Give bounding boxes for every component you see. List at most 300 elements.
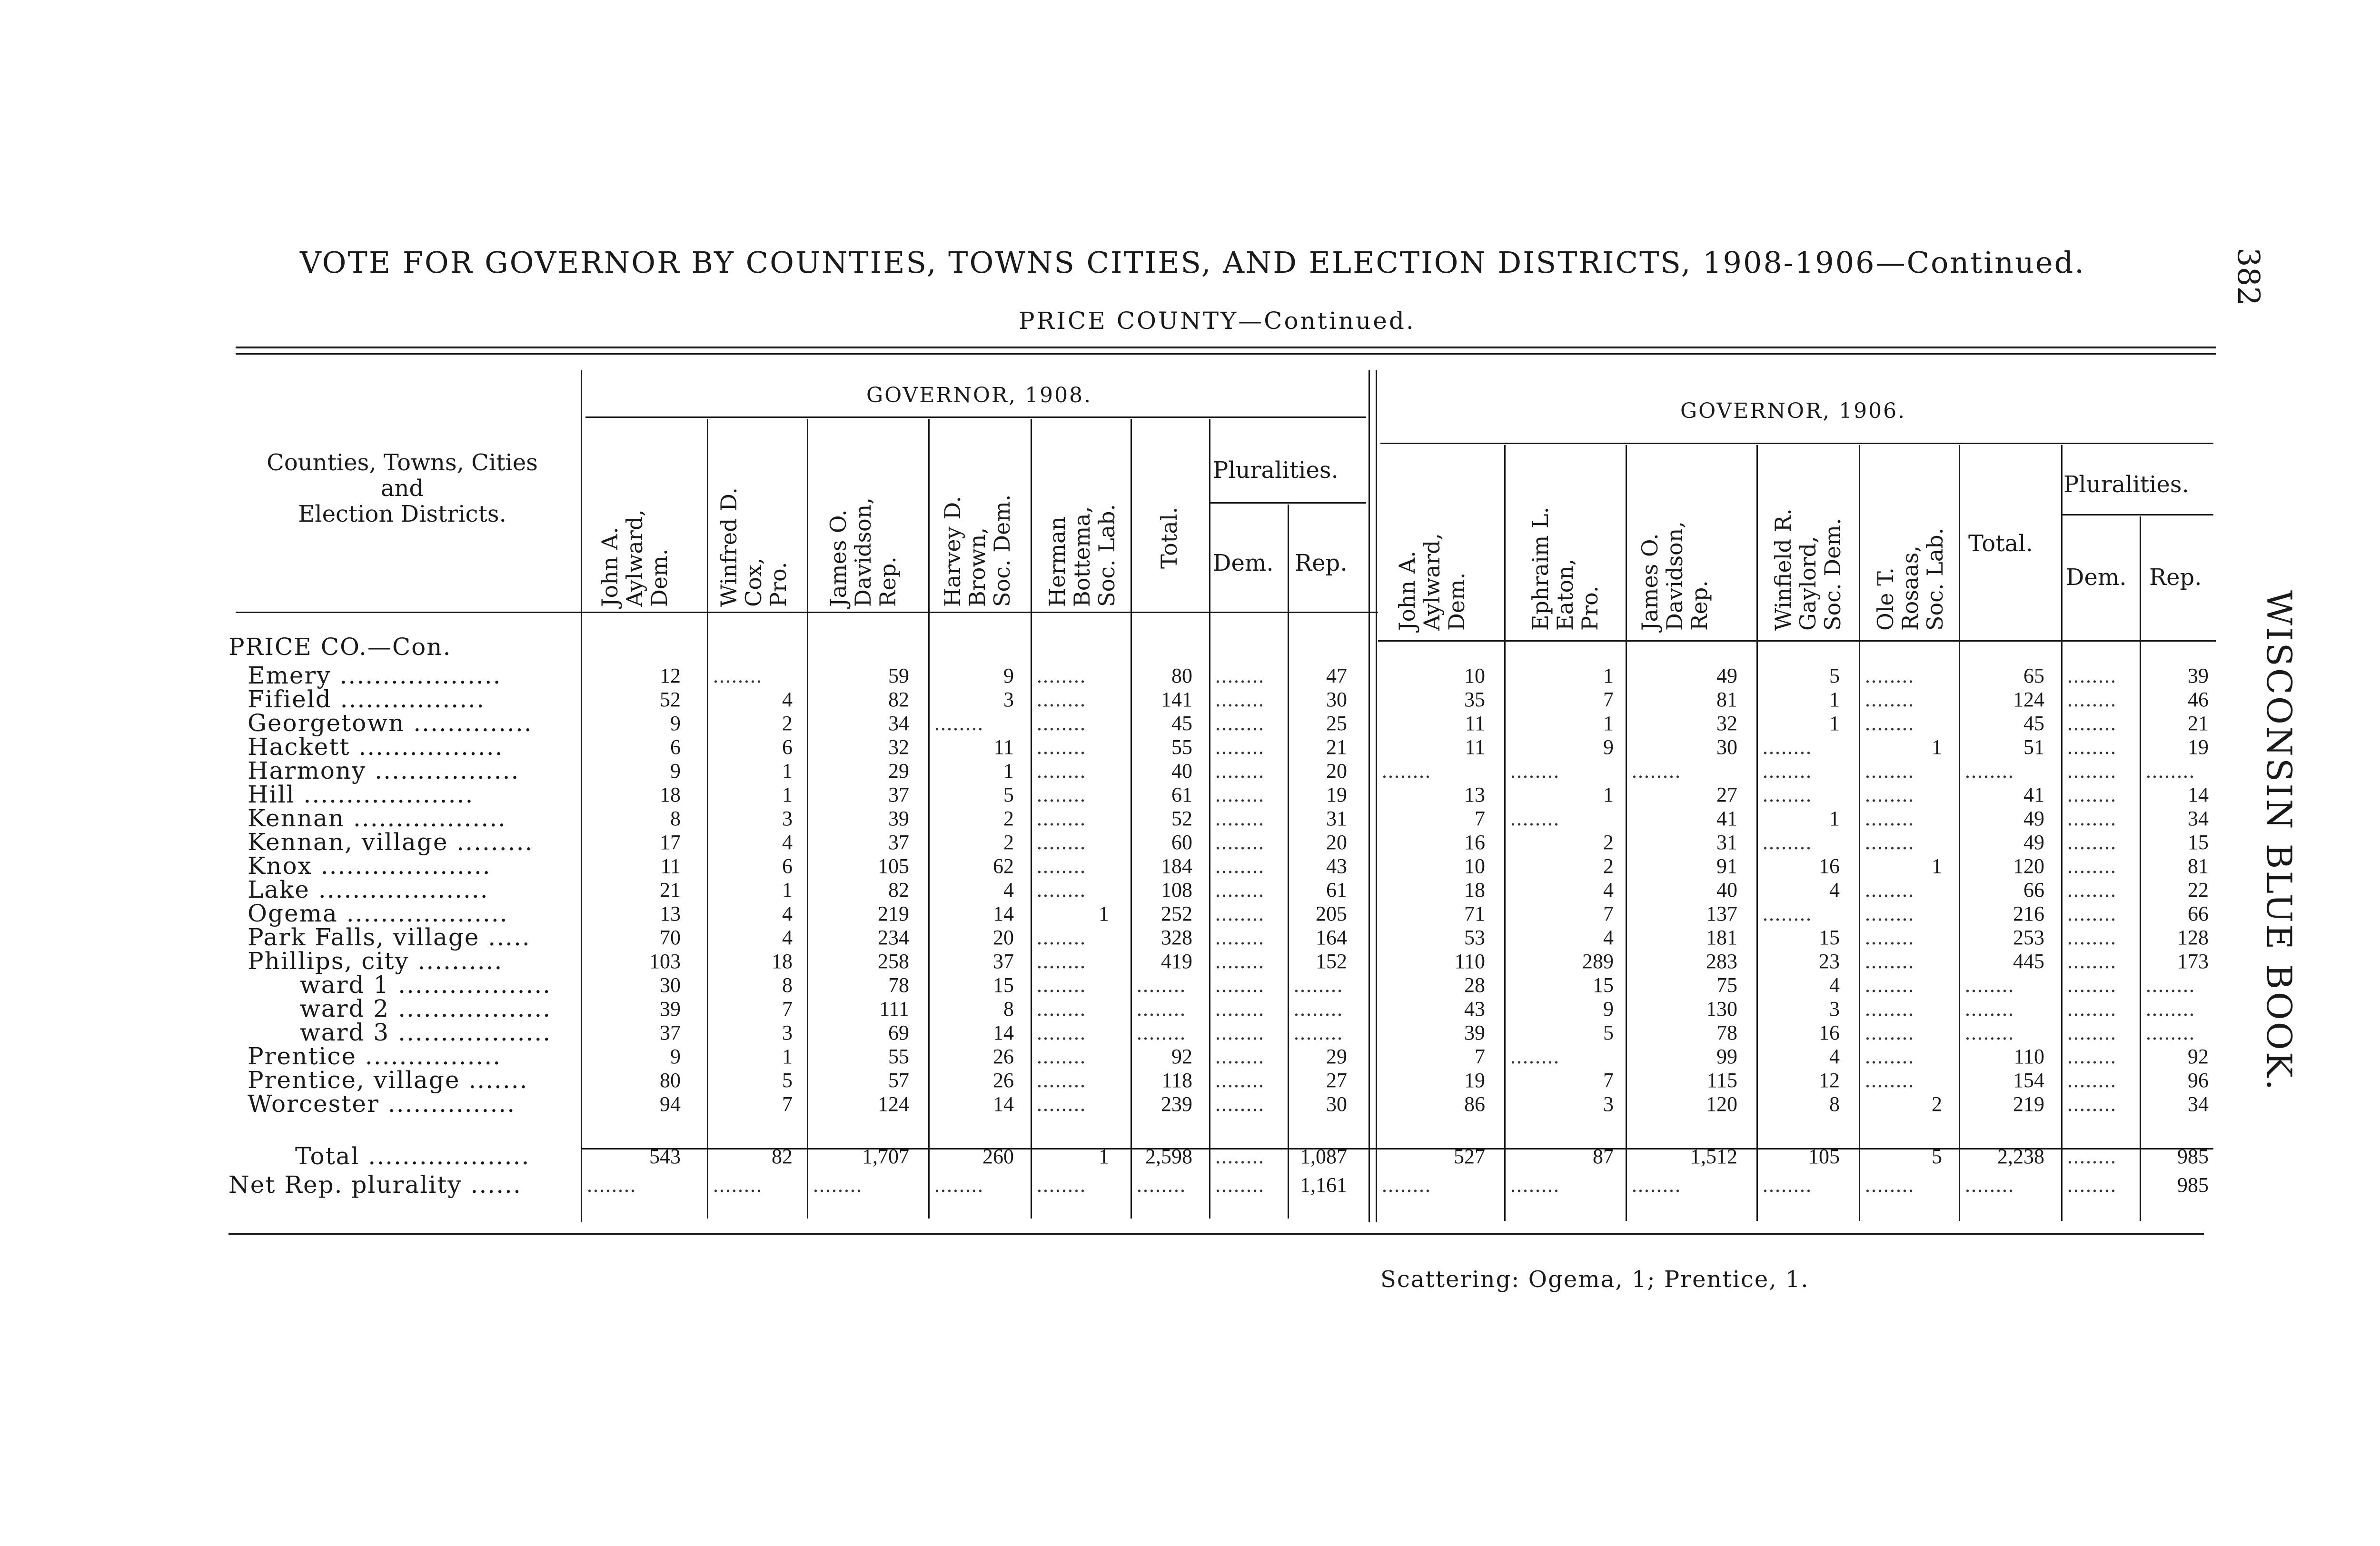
table-cell: 234 xyxy=(878,926,909,949)
table-cell: 419 xyxy=(1161,950,1192,973)
table-cell: ........ xyxy=(1215,1092,1265,1116)
table-cell: ........ xyxy=(1965,759,2014,783)
table-cell: 124 xyxy=(2013,688,2044,711)
table-cell: ........ xyxy=(1763,1173,1812,1197)
table-cell: ........ xyxy=(2067,1069,2117,1092)
row-label: Kennan .................. xyxy=(248,804,506,832)
table-cell: ........ xyxy=(1037,712,1086,735)
table-cell: 9 xyxy=(1603,735,1614,759)
table-cell: 1 xyxy=(782,783,793,806)
table-cell: ........ xyxy=(1215,950,1265,973)
table-cell: ........ xyxy=(1865,950,1914,973)
table-cell: ........ xyxy=(2067,759,2117,783)
table-cell: 12 xyxy=(1819,1069,1840,1092)
table-cell: ........ xyxy=(1865,878,1914,902)
table-cell: 27 xyxy=(1326,1069,1347,1092)
table-cell: 110 xyxy=(1454,950,1485,973)
county-subtitle: PRICE COUNTY—Continued. xyxy=(1019,307,1416,335)
table-cell: 12 xyxy=(660,664,681,687)
table-cell: 40 xyxy=(1171,759,1192,783)
table-cell: 2 xyxy=(1003,807,1014,830)
table-cell: ........ xyxy=(1137,973,1186,997)
table-cell: ........ xyxy=(1215,807,1265,830)
table-cell: 10 xyxy=(1464,664,1485,687)
table-cell: ........ xyxy=(2067,854,2117,878)
table-cell: ........ xyxy=(1965,973,2014,997)
table-cell: 120 xyxy=(1706,1092,1737,1116)
table-cell: 16 xyxy=(1819,1021,1840,1044)
row-label: Fifield ................. xyxy=(248,685,485,713)
table-cell: 60 xyxy=(1171,831,1192,854)
table-cell: 184 xyxy=(1161,854,1192,878)
table-cell: 59 xyxy=(888,664,909,687)
table-cell: 43 xyxy=(1464,997,1485,1021)
table-cell: 260 xyxy=(982,1145,1014,1168)
table-cell: 30 xyxy=(1326,1092,1347,1116)
table-cell: 75 xyxy=(1716,973,1737,997)
table-cell: 219 xyxy=(2013,1092,2044,1116)
col-header-1908-cox: Winfred D. Cox, Pro. xyxy=(716,487,791,607)
table-cell: ........ xyxy=(1865,1021,1914,1044)
page-title: VOTE FOR GOVERNOR BY COUNTIES, TOWNS CITIES, AND ELECTION DISTRICTS, 1908-1906—Continued. xyxy=(300,245,2086,280)
table-cell: 9 xyxy=(670,759,681,783)
row-label: ward 1 .................. xyxy=(300,971,552,999)
table-cell: 543 xyxy=(649,1145,681,1168)
table-cell: ........ xyxy=(713,1173,763,1197)
row-label: Harmony ................. xyxy=(248,757,520,784)
table-cell: ........ xyxy=(2146,973,2195,997)
table-cell: ........ xyxy=(1215,854,1265,878)
table-cell: 80 xyxy=(1171,664,1192,687)
table-cell: 19 xyxy=(1464,1069,1485,1092)
table-cell: 328 xyxy=(1161,926,1192,949)
row-label: PRICE CO.—Con. xyxy=(228,633,452,661)
table-cell: ........ xyxy=(1215,1173,1265,1197)
table-cell: 130 xyxy=(1706,997,1737,1021)
table-cell: 3 xyxy=(782,807,793,830)
table-cell: 66 xyxy=(2023,878,2044,902)
table-cell: ........ xyxy=(1965,1173,2014,1197)
table-cell: 128 xyxy=(2177,926,2209,949)
table-cell: 1,512 xyxy=(1690,1145,1737,1168)
table-cell: 31 xyxy=(1716,831,1737,854)
col-header-1906-davidson: James O. Davidson, Rep. xyxy=(1637,521,1712,631)
col-divider xyxy=(1626,445,1627,1221)
table-cell: 66 xyxy=(2188,902,2209,925)
table-cell: 94 xyxy=(660,1092,681,1116)
table-cell: 35 xyxy=(1464,688,1485,711)
row-label: ward 3 .................. xyxy=(300,1019,552,1046)
table-cell: 4 xyxy=(782,902,793,925)
table-cell: 5 xyxy=(1003,783,1014,806)
table-cell: 111 xyxy=(879,997,909,1021)
table-cell: ........ xyxy=(1865,926,1914,949)
table-cell: 2 xyxy=(1603,831,1614,854)
table-cell: ........ xyxy=(1215,735,1265,759)
table-cell: 6 xyxy=(670,735,681,759)
table-cell: 61 xyxy=(1171,783,1192,806)
table-cell: 105 xyxy=(1808,1145,1840,1168)
table-cell: ........ xyxy=(1037,1173,1086,1197)
table-cell: ........ xyxy=(1215,783,1265,806)
table-cell: 22 xyxy=(2188,878,2209,902)
table-cell: 4 xyxy=(782,926,793,949)
table-cell: 80 xyxy=(660,1069,681,1092)
row-label: Ogema ................... xyxy=(248,900,508,927)
table-cell: ........ xyxy=(1037,997,1086,1021)
table-cell: ........ xyxy=(1215,1145,1265,1168)
table-cell: 37 xyxy=(888,783,909,806)
table-cell: 1 xyxy=(782,759,793,783)
table-cell: 62 xyxy=(993,854,1014,878)
row-label: Prentice ................ xyxy=(248,1042,502,1070)
table-cell: 41 xyxy=(1716,807,1737,830)
table-cell: ........ xyxy=(1215,973,1265,997)
table-cell: 1,161 xyxy=(1300,1173,1347,1197)
table-cell: 29 xyxy=(1326,1045,1347,1068)
table-cell: ........ xyxy=(2067,783,2117,806)
col-header-1906-gaylord: Winfield R. Gaylord, Soc. Dem. xyxy=(1770,508,1845,631)
table-cell: 30 xyxy=(1326,688,1347,711)
table-cell: ........ xyxy=(1037,735,1086,759)
table-cell: ........ xyxy=(1037,759,1086,783)
table-cell: 7 xyxy=(782,1092,793,1116)
table-cell: 78 xyxy=(888,973,909,997)
table-cell: 51 xyxy=(2023,735,2044,759)
table-cell: 23 xyxy=(1819,950,1840,973)
table-cell: ........ xyxy=(1865,807,1914,830)
table-cell: 81 xyxy=(1716,688,1737,711)
table-cell: 9 xyxy=(670,712,681,735)
table-cell: ........ xyxy=(1382,759,1431,783)
page-number: 382 xyxy=(2231,248,2266,306)
table-cell: 1 xyxy=(1603,783,1614,806)
col-header-1908-brown: Harvey D. Brown, Soc. Dem. xyxy=(940,494,1015,607)
table-cell: 49 xyxy=(2023,807,2044,830)
table-cell: 3 xyxy=(1603,1092,1614,1116)
table-cell: ........ xyxy=(1965,997,2014,1021)
row-label: Total ................... xyxy=(295,1142,530,1170)
table-cell: 3 xyxy=(1003,688,1014,711)
table-cell: 16 xyxy=(1819,854,1840,878)
table-cell: ........ xyxy=(2067,997,2117,1021)
table-cell: 20 xyxy=(1326,759,1347,783)
table-cell: ........ xyxy=(1215,1045,1265,1068)
table-cell: 14 xyxy=(993,902,1014,925)
table-cell: 1 xyxy=(1099,1145,1109,1168)
table-cell: ........ xyxy=(1632,1173,1681,1197)
table-cell: 57 xyxy=(888,1069,909,1092)
table-cell: 61 xyxy=(1326,878,1347,902)
table-cell: 2 xyxy=(1603,854,1614,878)
table-cell: ........ xyxy=(1215,712,1265,735)
table-cell: 26 xyxy=(993,1069,1014,1092)
table-cell: ........ xyxy=(1215,1069,1265,1092)
table-cell: 2,598 xyxy=(1145,1145,1192,1168)
table-cell: 53 xyxy=(1464,926,1485,949)
table-cell: 39 xyxy=(888,807,909,830)
col-header-1906-eaton: Ephraim L. Eaton, Pro. xyxy=(1527,506,1603,631)
table-cell: 1,707 xyxy=(862,1145,909,1168)
table-cell: 258 xyxy=(878,950,909,973)
table-cell: 15 xyxy=(1593,973,1614,997)
table-cell: 239 xyxy=(1161,1092,1192,1116)
table-cell: 29 xyxy=(888,759,909,783)
row-label: Lake .................... xyxy=(248,876,489,903)
table-cell: ........ xyxy=(1865,1045,1914,1068)
table-cell: 7 xyxy=(1475,807,1485,830)
col-divider xyxy=(1209,419,1210,1219)
table-cell: 39 xyxy=(1464,1021,1485,1044)
table-cell: 527 xyxy=(1454,1145,1485,1168)
table-cell: ........ xyxy=(1037,1021,1086,1044)
table-cell: 15 xyxy=(2188,831,2209,854)
table-cell: 82 xyxy=(888,688,909,711)
table-cell: ........ xyxy=(1510,1045,1560,1068)
table-cell: ........ xyxy=(1037,926,1086,949)
table-cell: ........ xyxy=(2067,902,2117,925)
table-cell: 115 xyxy=(1706,1069,1737,1092)
table-cell: 15 xyxy=(1819,926,1840,949)
header-bottom-rule-right xyxy=(1378,640,2216,642)
table-cell: 49 xyxy=(2023,831,2044,854)
table-cell: 1 xyxy=(1003,759,1014,783)
table-cell: 14 xyxy=(2188,783,2209,806)
table-cell: 1 xyxy=(1099,902,1109,925)
col-divider xyxy=(1368,370,1370,1222)
subgroup-rule-1906 xyxy=(1380,443,2213,444)
table-cell: 137 xyxy=(1706,902,1737,925)
table-cell: 69 xyxy=(888,1021,909,1044)
row-label: Net Rep. plurality ...... xyxy=(228,1171,522,1199)
table-cell: ........ xyxy=(2067,1021,2117,1044)
table-cell: 7 xyxy=(782,997,793,1021)
table-cell: 39 xyxy=(660,997,681,1021)
table-cell: 52 xyxy=(660,688,681,711)
table-cell: ........ xyxy=(2067,664,2117,687)
table-cell: 152 xyxy=(1316,950,1347,973)
table-cell: ........ xyxy=(1215,1021,1265,1044)
table-cell: ........ xyxy=(1037,973,1086,997)
table-cell: 4 xyxy=(1829,878,1840,902)
table-cell: 13 xyxy=(1464,783,1485,806)
table-cell: 219 xyxy=(878,902,909,925)
table-cell: 9 xyxy=(1003,664,1014,687)
table-cell: ........ xyxy=(1137,1021,1186,1044)
group-header-1906: GOVERNOR, 1906. xyxy=(1680,399,1906,423)
table-cell: 28 xyxy=(1464,973,1485,997)
table-cell: ........ xyxy=(1215,831,1265,854)
table-cell: 20 xyxy=(1326,831,1347,854)
table-cell: 15 xyxy=(993,973,1014,997)
table-cell: ........ xyxy=(2146,759,2195,783)
group-header-1908: GOVERNOR, 1908. xyxy=(866,383,1092,407)
table-cell: ........ xyxy=(2146,997,2195,1021)
table-cell: 91 xyxy=(1716,854,1737,878)
table-cell: 96 xyxy=(2188,1069,2209,1092)
table-cell: 47 xyxy=(1326,664,1347,687)
table-cell: ........ xyxy=(2067,807,2117,830)
table-cell: ........ xyxy=(1865,973,1914,997)
table-cell: 99 xyxy=(1716,1045,1737,1068)
table-cell: 216 xyxy=(2013,902,2044,925)
table-cell: 86 xyxy=(1464,1092,1485,1116)
table-cell: ........ xyxy=(1037,1092,1086,1116)
table-cell: 5 xyxy=(1603,1021,1614,1044)
table-cell: ........ xyxy=(2067,712,2117,735)
table-cell: 1,087 xyxy=(1300,1145,1347,1168)
pluralities-header-1906: Pluralities. xyxy=(2063,471,2189,498)
table-cell: 8 xyxy=(670,807,681,830)
table-cell: 49 xyxy=(1716,664,1737,687)
table-cell: 55 xyxy=(1171,735,1192,759)
table-cell: ........ xyxy=(1763,759,1812,783)
table-cell: ........ xyxy=(1037,807,1086,830)
table-cell: 52 xyxy=(1171,807,1192,830)
table-cell: 37 xyxy=(993,950,1014,973)
stub-header: Counties, Towns, Cities and Election Districts. xyxy=(267,449,538,527)
table-cell: 445 xyxy=(2013,950,2044,973)
table-cell: ........ xyxy=(1763,783,1812,806)
subgroup-rule-1908 xyxy=(585,416,1366,418)
table-top-rule xyxy=(236,347,2216,348)
table-cell: 5 xyxy=(1829,664,1840,687)
table-cell: ........ xyxy=(1382,1173,1431,1197)
table-cell: ........ xyxy=(1037,878,1086,902)
table-cell: 32 xyxy=(1716,712,1737,735)
table-cell: 3 xyxy=(782,1021,793,1044)
col-divider xyxy=(2061,445,2063,1221)
table-cell: ........ xyxy=(1763,735,1812,759)
table-cell: 4 xyxy=(1003,878,1014,902)
table-cell: ........ xyxy=(2067,1045,2117,1068)
table-cell: ........ xyxy=(813,1173,863,1197)
table-cell: ........ xyxy=(1037,1045,1086,1068)
table-cell: ........ xyxy=(2067,926,2117,949)
table-cell: ........ xyxy=(587,1173,636,1197)
table-cell: ........ xyxy=(1215,902,1265,925)
table-cell: 1 xyxy=(1603,712,1614,735)
dem-header-1906: Dem. xyxy=(2066,564,2127,591)
table-cell: ........ xyxy=(2067,1092,2117,1116)
table-cell: 3 xyxy=(1829,997,1840,1021)
table-cell: 43 xyxy=(1326,854,1347,878)
table-cell: 25 xyxy=(1326,712,1347,735)
table-cell: 70 xyxy=(660,926,681,949)
table-cell: 108 xyxy=(1161,878,1192,902)
table-cell: ........ xyxy=(1137,997,1186,1021)
table-cell: ........ xyxy=(1763,902,1812,925)
table-cell: 41 xyxy=(2023,783,2044,806)
table-cell: 1 xyxy=(782,878,793,902)
table-cell: 26 xyxy=(993,1045,1014,1068)
col-header-1908-davidson: James O. Davidson, Rep. xyxy=(825,497,901,607)
col-header-1908-total: Total. xyxy=(1156,506,1182,569)
table-cell: 45 xyxy=(2023,712,2044,735)
table-cell: 283 xyxy=(1706,950,1737,973)
table-cell: 21 xyxy=(2188,712,2209,735)
table-cell: ........ xyxy=(1215,688,1265,711)
table-cell: 4 xyxy=(782,688,793,711)
table-cell: 8 xyxy=(1003,997,1014,1021)
table-cell: 2,238 xyxy=(1997,1145,2044,1168)
table-cell: 31 xyxy=(1326,807,1347,830)
table-cell: 6 xyxy=(782,854,793,878)
col-divider xyxy=(807,419,808,1219)
table-cell: ........ xyxy=(2067,688,2117,711)
table-cell: 289 xyxy=(1582,950,1614,973)
table-cell: 82 xyxy=(772,1145,793,1168)
table-cell: ........ xyxy=(1865,712,1914,735)
table-cell: ........ xyxy=(1632,759,1681,783)
table-cell: ........ xyxy=(1037,1069,1086,1092)
table-cell: 9 xyxy=(670,1045,681,1068)
col-divider xyxy=(1031,419,1032,1219)
col-header-1906-aylward: John A. Aylward, Dem. xyxy=(1394,533,1469,631)
table-cell: 8 xyxy=(782,973,793,997)
table-cell: 18 xyxy=(1464,878,1485,902)
table-cell: ........ xyxy=(1215,664,1265,687)
table-cell: 103 xyxy=(649,950,681,973)
table-cell: 30 xyxy=(1716,735,1737,759)
table-cell: 30 xyxy=(660,973,681,997)
table-cell: 4 xyxy=(1829,973,1840,997)
table-cell: ........ xyxy=(713,664,763,687)
table-cell: ........ xyxy=(1037,831,1086,854)
row-label: Knox .................... xyxy=(248,852,491,880)
row-label: Phillips, city .......... xyxy=(248,947,503,975)
table-cell: 7 xyxy=(1603,1069,1614,1092)
table-cell: 92 xyxy=(1171,1045,1192,1068)
table-cell: 9 xyxy=(1603,997,1614,1021)
row-label: Emery ................... xyxy=(248,662,502,689)
row-label: Park Falls, village ..... xyxy=(248,923,531,951)
table-cell: 11 xyxy=(1465,712,1485,735)
table-cell: 124 xyxy=(878,1092,909,1116)
row-label: Worcester ............... xyxy=(248,1090,516,1118)
rep-header-1906: Rep. xyxy=(2149,564,2202,591)
table-cell: 205 xyxy=(1316,902,1347,925)
table-cell: 87 xyxy=(1593,1145,1614,1168)
table-cell: 34 xyxy=(2188,807,2209,830)
table-cell: ........ xyxy=(1294,1021,1343,1044)
table-cell: 120 xyxy=(2013,854,2044,878)
table-cell: ........ xyxy=(1865,783,1914,806)
table-cell: 1 xyxy=(782,1045,793,1068)
table-cell: 19 xyxy=(1326,783,1347,806)
row-label: Prentice, village ....... xyxy=(248,1066,528,1094)
table-cell: 141 xyxy=(1161,688,1192,711)
table-cell: ........ xyxy=(2067,831,2117,854)
table-cell: 5 xyxy=(782,1069,793,1092)
table-cell: 32 xyxy=(888,735,909,759)
table-cell: ........ xyxy=(1510,759,1560,783)
table-cell: ........ xyxy=(2067,878,2117,902)
col-divider xyxy=(1504,445,1506,1221)
table-cell: 6 xyxy=(782,735,793,759)
table-top-rule-2 xyxy=(236,353,2216,355)
table-cell: ........ xyxy=(1215,997,1265,1021)
table-cell: 253 xyxy=(2013,926,2044,949)
table-cell: 164 xyxy=(1316,926,1347,949)
table-cell: ........ xyxy=(1865,688,1914,711)
table-cell: 4 xyxy=(1603,878,1614,902)
table-cell: ........ xyxy=(1037,854,1086,878)
table-cell: 11 xyxy=(993,735,1014,759)
table-cell: 17 xyxy=(660,831,681,854)
table-cell: 985 xyxy=(2177,1145,2209,1168)
table-cell: 39 xyxy=(2188,664,2209,687)
